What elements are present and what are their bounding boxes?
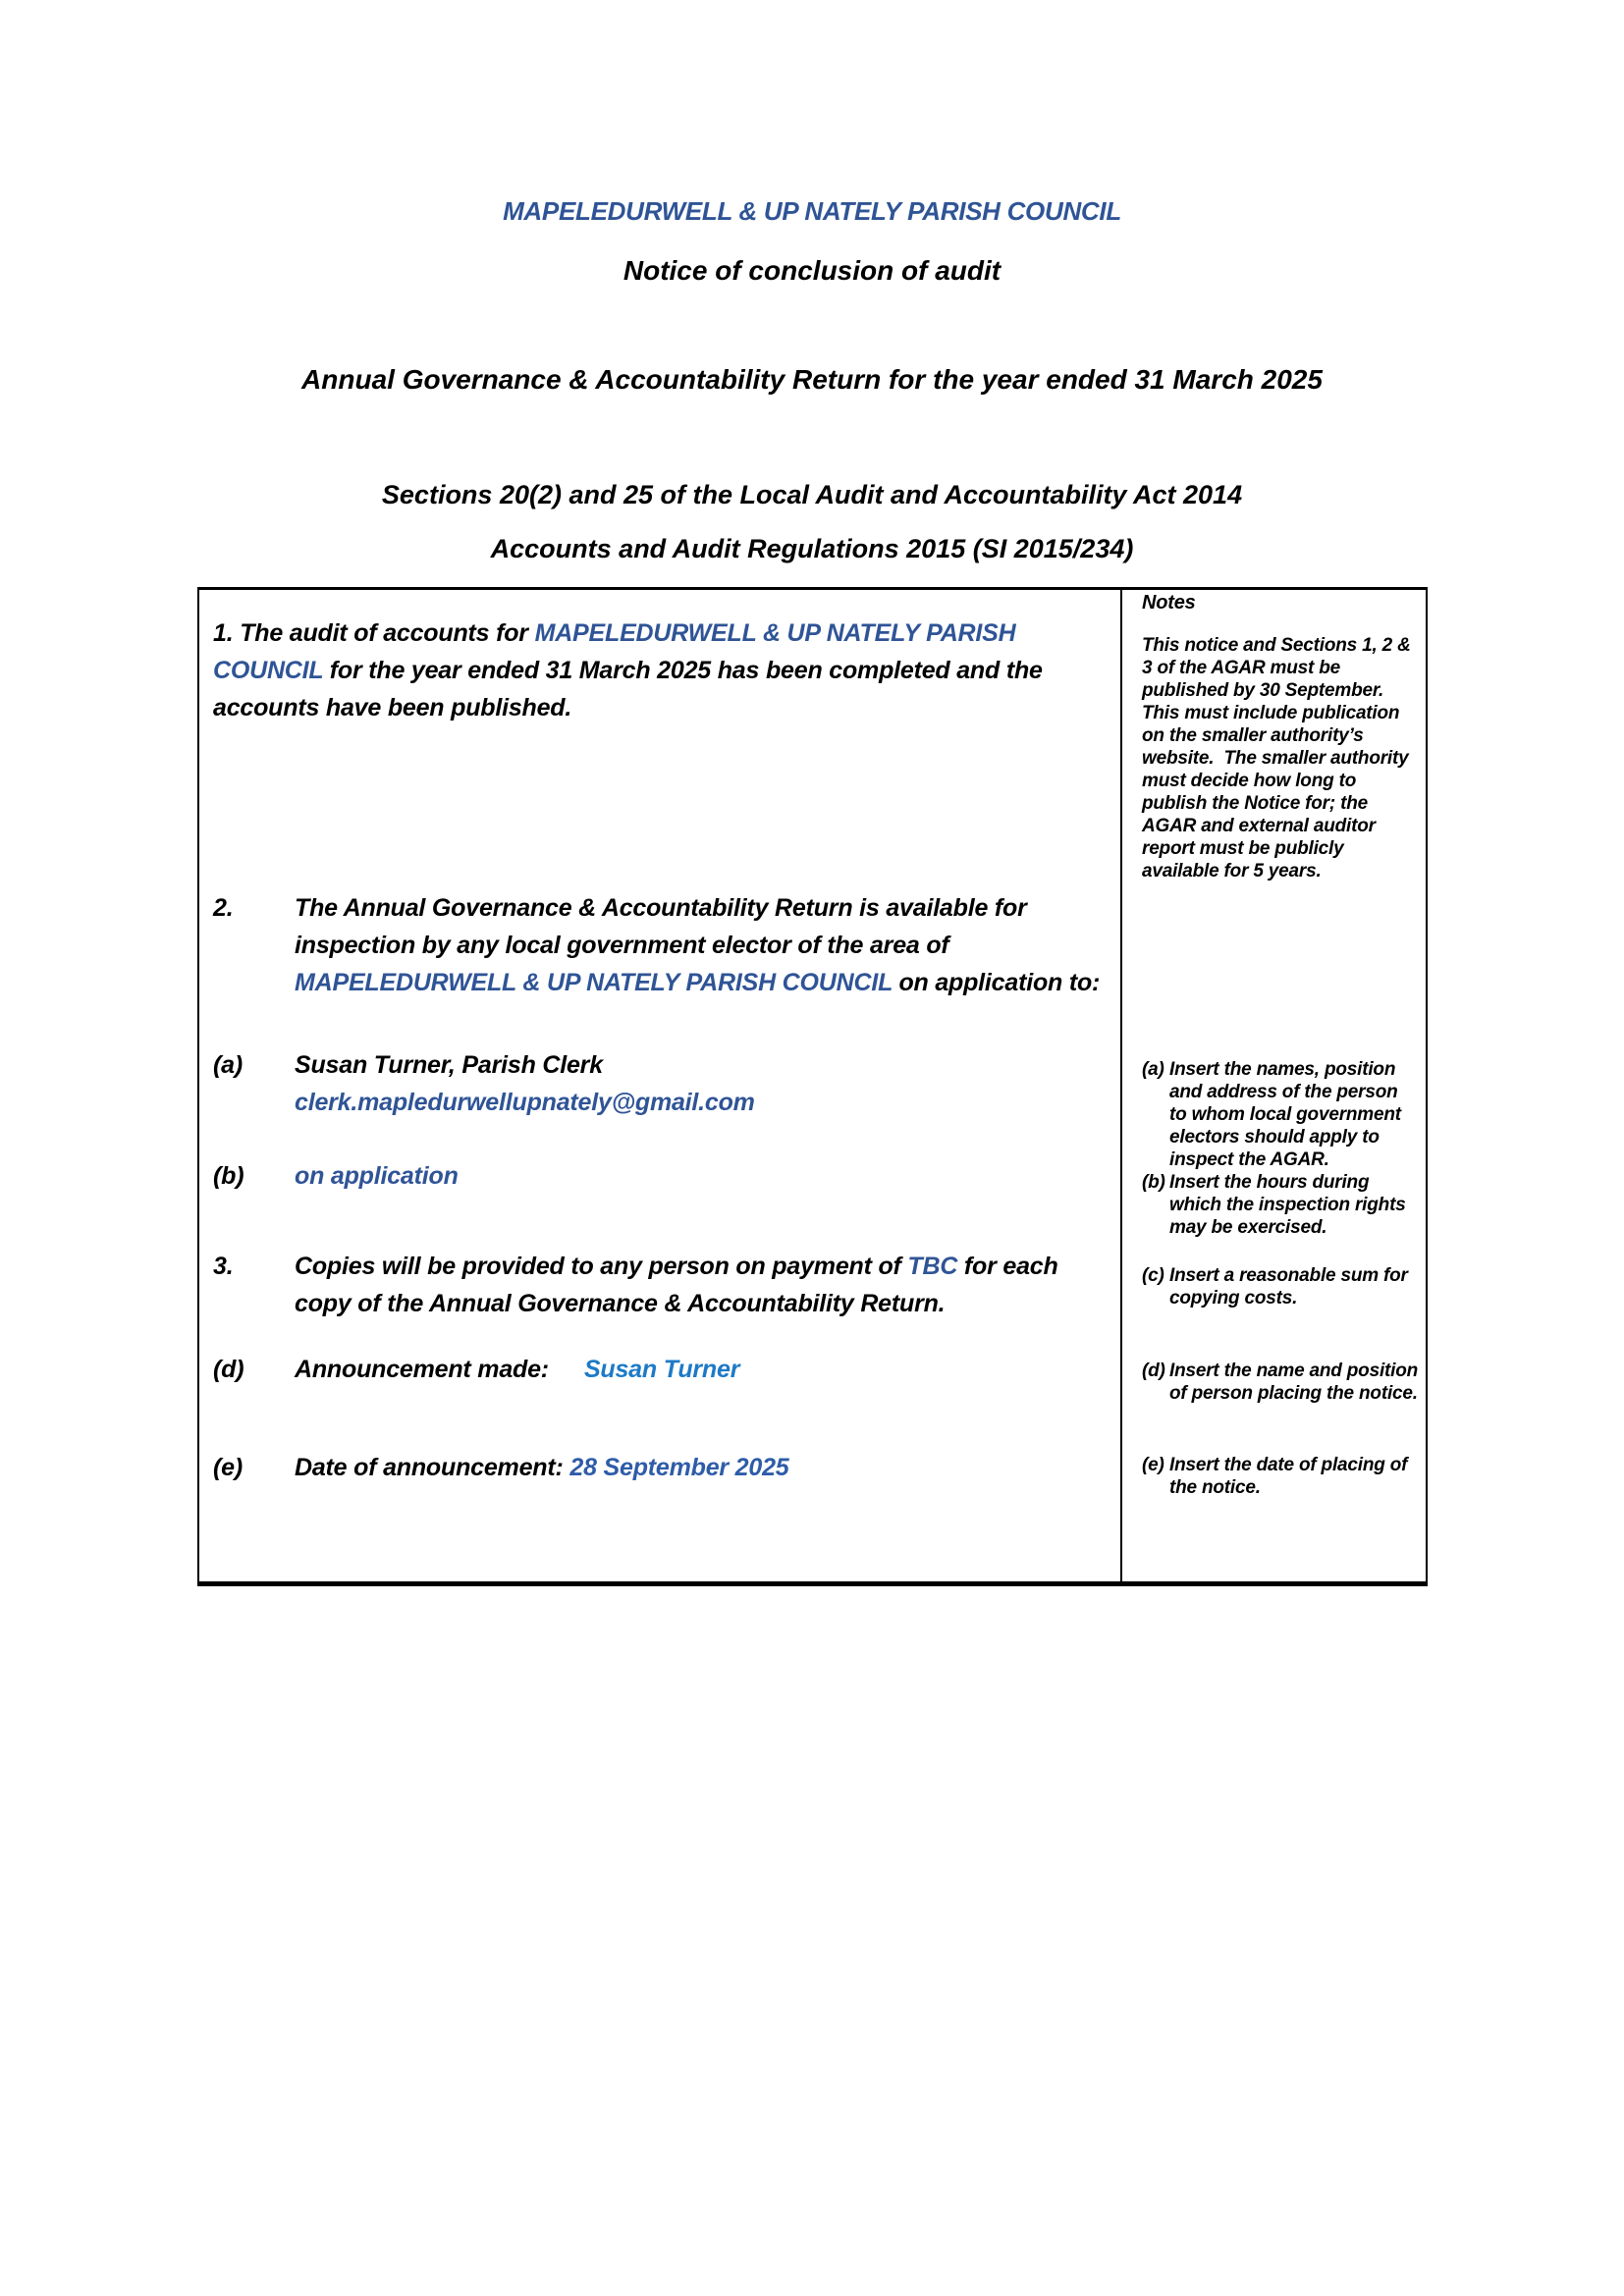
- announcement-made-label: Announcement made:: [295, 1356, 549, 1383]
- item-3-text-post: for each copy of the Annual Governance & Accountability Return.: [295, 1253, 1058, 1317]
- note-b-text: Insert the hours during which the inspection rights may be exercised.: [1169, 1172, 1406, 1238]
- item-2-text-pre: The Annual Governance & Accountability Return is available for inspection by any local government elector of the area of: [295, 894, 1027, 959]
- agar-year-heading: Annual Governance & Accountability Return for the year ended 31 March 2025: [301, 364, 1323, 395]
- item-1-text-pre: 1. The audit of accounts for: [213, 619, 535, 647]
- item-b-number: (b): [213, 1162, 244, 1190]
- audit-notice-table: [197, 587, 1428, 1586]
- item-2-body: [295, 889, 1109, 1001]
- item-d-number: (d): [213, 1356, 244, 1383]
- notes-intro-text: This notice and Sections 1, 2 & 3 of the AGAR must be published by 30 September. This must include publication on the smaller authority’s website. The smaller authority must decide how long to publish the Notice for; the AGAR and external auditor report must be publicly available for 5 years.: [1142, 635, 1416, 881]
- item-3-number: 3.: [213, 1253, 234, 1280]
- item-a-body: [295, 1046, 1109, 1121]
- sections-act-heading: Sections 20(2) and 25 of the Local Audit and Accountability Act 2014: [381, 480, 1243, 509]
- notice-of-conclusion-title: Notice of conclusion of audit: [623, 255, 1001, 286]
- note-c-number: (c): [1142, 1265, 1164, 1286]
- main-column: [199, 590, 1122, 1581]
- announcement-date-value: 28 September 2025: [569, 1454, 789, 1481]
- note-b: [1142, 1171, 1419, 1239]
- item-e-number: (e): [213, 1454, 243, 1481]
- note-a-number: (a): [1142, 1059, 1164, 1080]
- item-1-audit-completed: [213, 614, 1109, 726]
- note-b-number: (b): [1142, 1172, 1165, 1193]
- item-2-number: 2.: [213, 894, 234, 922]
- item-2-council-name: MAPELEDURWELL & UP NATELY PARISH COUNCIL: [295, 969, 893, 996]
- item-d-announcement-made: [213, 1351, 1109, 1388]
- announcement-made-by: Susan Turner: [583, 1356, 740, 1383]
- contact-email: clerk.mapledurwellupnately@gmail.com: [295, 1089, 755, 1116]
- inspection-hours: on application: [295, 1162, 459, 1190]
- item-3-text-pre: Copies will be provided to any person on payment of: [295, 1253, 908, 1280]
- item-2-text-post: on application to:: [892, 969, 1101, 996]
- note-e-number: (e): [1142, 1455, 1164, 1475]
- item-e-body: [295, 1449, 1109, 1486]
- item-e-announcement-date: [213, 1449, 1109, 1486]
- note-d-text: Insert the name and position of person placing the notice.: [1169, 1361, 1419, 1404]
- item-1-text-post: for the year ended 31 March 2025 has been completed and the accounts have been published.: [213, 657, 1043, 721]
- contact-name: Susan Turner, Parish Clerk: [295, 1051, 603, 1079]
- item-1-council-name: MAPELEDURWELL & UP NATELY PARISH COUNCIL: [213, 619, 1016, 684]
- note-d: [1142, 1360, 1419, 1405]
- item-b-hours: [213, 1157, 1109, 1195]
- note-e: [1142, 1454, 1419, 1499]
- announcement-date-label: Date of announcement:: [295, 1454, 564, 1481]
- note-a-text: Insert the names, position and address of the person to whom local government electors should apply to inspect the AGAR.: [1169, 1059, 1401, 1170]
- item-a-number: (a): [213, 1051, 243, 1079]
- council-title: MAPELEDURWELL & UP NATELY PARISH COUNCIL: [503, 196, 1121, 226]
- note-a: [1142, 1058, 1419, 1171]
- note-c: [1142, 1264, 1419, 1309]
- notes-column: [1124, 590, 1426, 1581]
- item-3-body: [295, 1248, 1109, 1322]
- notes-header: Notes: [1142, 592, 1196, 614]
- note-d-number: (d): [1142, 1361, 1165, 1381]
- item-3-copies: [213, 1248, 1109, 1322]
- note-c-text: Insert a reasonable sum for copying costs.: [1169, 1265, 1408, 1308]
- regulations-heading: Accounts and Audit Regulations 2015 (SI 2015/234): [490, 534, 1134, 563]
- copy-fee: TBC: [907, 1253, 958, 1280]
- note-e-text: Insert the date of placing of the notice.: [1169, 1455, 1408, 1498]
- item-a-contact: [213, 1046, 1109, 1121]
- item-2-inspection: [213, 889, 1109, 1001]
- item-d-body: [295, 1351, 1109, 1388]
